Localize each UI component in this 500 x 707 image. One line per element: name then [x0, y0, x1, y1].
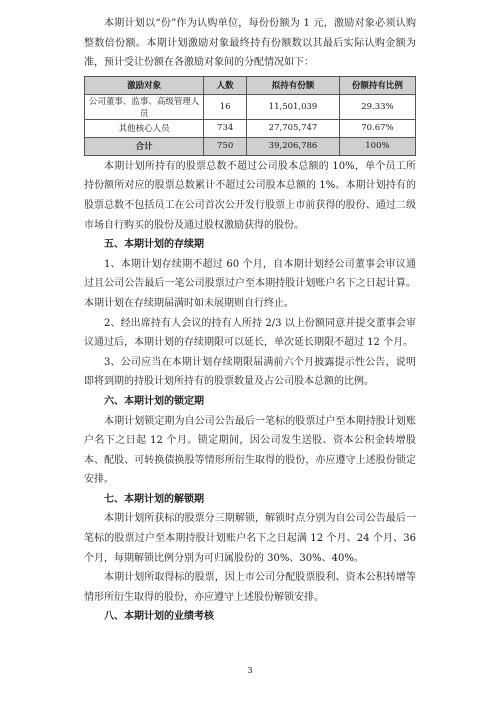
cell-shares: 27,705,747	[247, 119, 340, 137]
cell-total-shares: 39,206,786	[247, 137, 340, 155]
cell-count: 16	[204, 94, 247, 119]
section-heading-unlock: 七、本期计划的解锁期	[104, 493, 204, 505]
header-count: 人数	[204, 76, 247, 94]
paragraph-share-limits: 本期计划所持有的股票总数不超过公司股本总额的 10%，单个员工所持份额所对应的股票总数累计不超过公司股本总额的 1%。本期计划持有的股票总数不包括员工在公司首次公开发行股票上市前获得的股份、通过二级市场自行购买的股份及通过股权激励获得的股份。	[84, 160, 416, 231]
section-heading-duration: 五、本期计划的存续期	[104, 239, 204, 251]
header-ratio: 份额持有比例	[339, 76, 415, 94]
paragraph-unlock-2: 本期计划所取得标的股票，因上市公司分配股票股利、资本公积转增等情形所衍生取得的股份，亦应遵守上述股份解锁安排。	[84, 572, 416, 603]
paragraph-lockup: 本期计划锁定期为自公司公告最后一笔标的股票过户至本期持股计划账户名下之日起 12 个月。锁定期间，因公司发生送股、资本公积金转增股本、配股、可转换债换股等情形所衍生取得的股份，亦应遵守上述股份锁定安排。	[84, 415, 416, 486]
cell-ratio: 70.67%	[339, 119, 415, 137]
cell-participant: 公司董事、监事、高级管理人员	[85, 94, 204, 119]
cell-total-count: 750	[204, 137, 247, 155]
section-heading-performance: 八、本期计划的业绩考核	[104, 611, 214, 623]
header-participant: 激励对象	[85, 76, 204, 94]
cell-shares: 11,501,039	[247, 94, 340, 119]
paragraph-duration-3: 3、公司应当在本期计划存续期限届满前六个月披露提示性公告，说明即将到期的持股计划所持有的股票数量及占公司股本总额的比例。	[84, 356, 416, 388]
cell-total-label: 合计	[85, 137, 204, 155]
section-heading-lockup: 六、本期计划的锁定期	[104, 395, 204, 407]
cell-participant: 其他核心人员	[85, 119, 204, 137]
paragraph-unit-of-subscription: 本期计划以“份”作为认购单位，每份份额为 1 元，激励对象必须认购整数倍份额。本期计划激励对象最终持有份额数以其最后实际认购金额为准，预计受让份额在各激励对象间的分配情况如下：	[84, 18, 416, 69]
page-number: 3	[247, 666, 253, 675]
paragraph-duration-2: 2、经出席持有人会议的持有人所持 2/3 以上份额同意并提交董事会审议通过后，本期计划的存续期限可以延长，单次延长期限不超过 12 个月。	[84, 317, 416, 349]
allocation-table	[84, 76, 416, 156]
table-total-row	[85, 137, 416, 155]
paragraph-duration-1: 1、本期计划存续期不超过 60 个月，自本期计划经公司董事会审议通过且公司公告最后一笔公司股票过户至本期持股计划账户名下之日起计算。本期计划在存续期届满时如未展期则自行终止。	[84, 258, 416, 309]
table-header-row	[85, 76, 416, 94]
cell-ratio: 29.33%	[339, 94, 415, 119]
header-shares: 拟持有份额	[247, 76, 340, 94]
table-row	[85, 94, 416, 119]
cell-count: 734	[204, 119, 247, 137]
table-row	[85, 119, 416, 137]
paragraph-unlock-1: 本期计划所获标的股票分三期解锁，解锁时点分别为自公司公告最后一笔标的股票过户至本期持股计划账户名下之日起满 12 个月、24 个月、36 个月，每期解锁比例分别为可归属股份的 30%、30%、40%。	[84, 513, 416, 564]
cell-total-ratio: 100%	[339, 137, 415, 155]
